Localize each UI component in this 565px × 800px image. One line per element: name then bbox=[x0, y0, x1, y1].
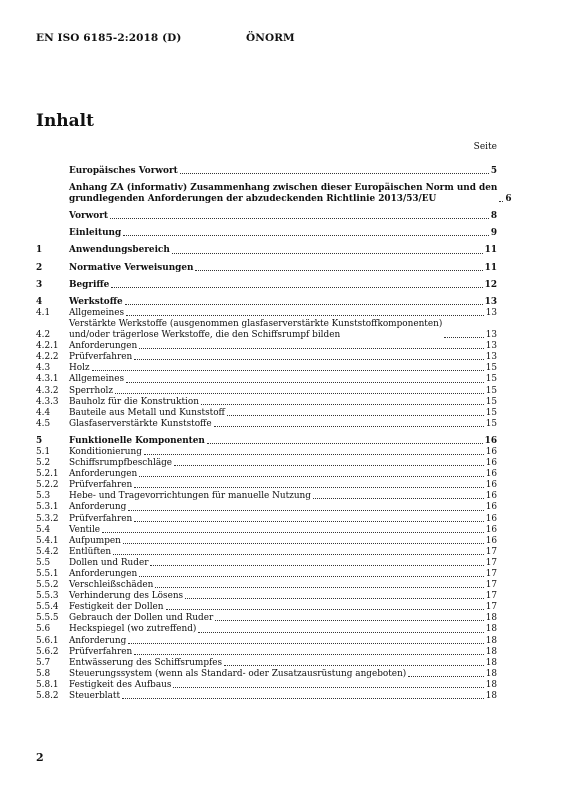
toc-entry-title: Verschleißschäden bbox=[69, 580, 154, 591]
toc-dot-leader bbox=[499, 201, 503, 202]
toc-entry-title-line2: grundlegenden Anforderungen der abzudeckenden Richtlinie 2013/53/EU bbox=[69, 194, 437, 205]
toc-entry-title: Werkstoffe bbox=[69, 296, 123, 307]
toc-entry-page: 17 bbox=[485, 591, 497, 602]
toc-dot-leader bbox=[113, 554, 484, 555]
toc-dot-leader bbox=[180, 173, 489, 174]
toc-entry-title: Verhinderung des Lösens bbox=[69, 591, 184, 602]
seite-label: Seite bbox=[473, 142, 497, 152]
toc-entry[interactable] bbox=[36, 280, 497, 291]
toc-dot-leader bbox=[185, 598, 484, 599]
toc-entry[interactable] bbox=[36, 658, 497, 669]
toc-entry[interactable] bbox=[36, 297, 497, 308]
toc-entry-title: Prüfverfahren bbox=[69, 352, 133, 363]
toc-entry-page: 15 bbox=[485, 407, 497, 418]
toc-entry-title-line1: Verstärkte Werkstoffe (ausgenommen glasfaserverstärkte Kunststoffkomponenten) bbox=[69, 318, 443, 329]
toc-entry[interactable] bbox=[36, 374, 497, 385]
toc-entry-number: 1 bbox=[36, 245, 43, 256]
toc-entry-number: 4.2.2 bbox=[36, 352, 59, 363]
toc-entry-title: Allgemeines bbox=[69, 307, 125, 318]
toc-entry[interactable] bbox=[36, 419, 497, 430]
toc-entry[interactable] bbox=[36, 569, 497, 580]
toc-entry-page: 17 bbox=[485, 557, 497, 568]
toc-entry-page: 13 bbox=[485, 341, 497, 352]
toc-entry-number: 5.5 bbox=[36, 557, 51, 568]
toc-entry-title-line1: Anhang ZA (informativ) Zusammenhang zwischen dieser Europäischen Norm und den bbox=[69, 183, 498, 194]
toc-dot-leader bbox=[224, 665, 484, 666]
toc-dot-leader bbox=[134, 654, 483, 655]
toc-entry-page: 6 bbox=[505, 194, 512, 205]
toc-dot-leader bbox=[111, 287, 482, 288]
toc-entry[interactable] bbox=[36, 166, 497, 177]
toc-entry-page: 15 bbox=[485, 418, 497, 429]
toc-entry-title: Anforderungen bbox=[69, 341, 138, 352]
toc-entry[interactable] bbox=[36, 491, 497, 502]
toc-entry-number: 4.3.1 bbox=[36, 374, 59, 385]
toc-entry[interactable] bbox=[36, 536, 497, 547]
toc-entry-title: Entwässerung des Schiffsrumpfes bbox=[69, 657, 223, 668]
toc-entry-page: 13 bbox=[485, 330, 497, 341]
toc-entry[interactable] bbox=[36, 408, 497, 419]
toc-dot-leader bbox=[139, 476, 483, 477]
toc-entry-number: 5.4.2 bbox=[36, 546, 59, 557]
toc-entry-title: Europäisches Vorwort bbox=[69, 166, 178, 176]
toc-dot-leader bbox=[201, 404, 484, 405]
toc-entry-title: Schiffsrumpfbeschläge bbox=[69, 458, 173, 469]
toc-dot-leader bbox=[125, 304, 483, 305]
toc-entry-number: 4.3.3 bbox=[36, 396, 59, 407]
toc-dot-leader bbox=[139, 576, 483, 577]
toc-entry-number: 5.2 bbox=[36, 458, 51, 469]
toc-entry-page: 13 bbox=[484, 296, 497, 307]
toc-dot-leader bbox=[198, 632, 483, 633]
toc-entry-page: 16 bbox=[485, 469, 497, 480]
toc-dot-leader bbox=[155, 587, 483, 588]
toc-dot-leader bbox=[126, 382, 484, 383]
toc-entry-page: 18 bbox=[485, 657, 497, 668]
toc-dot-leader bbox=[408, 676, 483, 677]
toc-entry[interactable] bbox=[36, 245, 497, 256]
toc-entry[interactable] bbox=[36, 363, 497, 374]
toc-dot-leader bbox=[215, 620, 483, 621]
table-of-contents bbox=[36, 166, 512, 702]
toc-entry-title: Entlüften bbox=[69, 546, 112, 557]
toc-entry-title: Festigkeit der Dollen bbox=[69, 602, 164, 613]
toc-entry[interactable] bbox=[36, 547, 497, 558]
toc-entry-page: 13 bbox=[485, 307, 497, 318]
toc-entry-title: Konditionierung bbox=[69, 446, 142, 457]
toc-dot-leader bbox=[128, 510, 483, 511]
toc-dot-leader bbox=[134, 521, 483, 522]
toc-entry-title: Anforderungen bbox=[69, 469, 138, 480]
page-title: Inhalt bbox=[36, 111, 94, 131]
toc-entry-number: 4.3.2 bbox=[36, 385, 59, 396]
toc-entry-page: 16 bbox=[485, 524, 497, 535]
toc-entry-title: Einleitung bbox=[69, 228, 122, 239]
toc-dot-leader bbox=[144, 454, 484, 455]
toc-dot-leader bbox=[128, 643, 483, 644]
toc-entry-title: Ventile bbox=[69, 524, 101, 535]
toc-dot-leader bbox=[115, 393, 484, 394]
toc-entry-number: 5.3.2 bbox=[36, 513, 59, 524]
toc-entry-page: 18 bbox=[485, 691, 497, 702]
toc-entry-title bbox=[69, 319, 442, 341]
onorm-label: ÖNORM bbox=[246, 32, 295, 44]
toc-entry-page: 16 bbox=[485, 458, 497, 469]
toc-dot-leader bbox=[227, 415, 484, 416]
toc-entry-title: Bauteile aus Metall und Kunststoff bbox=[69, 407, 225, 418]
toc-entry[interactable] bbox=[36, 613, 497, 624]
toc-entry-page: 16 bbox=[485, 502, 497, 513]
toc-dot-leader bbox=[110, 218, 489, 219]
toc-entry[interactable] bbox=[36, 447, 497, 458]
toc-entry[interactable] bbox=[36, 458, 497, 469]
toc-dot-leader bbox=[195, 270, 482, 271]
toc-entry-title: Bauholz für die Konstruktion bbox=[69, 396, 199, 407]
toc-dot-leader bbox=[102, 532, 484, 533]
toc-entry-page: 5 bbox=[490, 166, 497, 176]
toc-entry-page: 18 bbox=[485, 624, 497, 635]
toc-entry-title: Aufpumpen bbox=[69, 535, 121, 546]
toc-entry[interactable] bbox=[36, 480, 497, 491]
toc-entry-title: Steuerblatt bbox=[69, 691, 121, 702]
toc-entry-title: Allgemeines bbox=[69, 374, 125, 385]
toc-entry-page: 15 bbox=[485, 396, 497, 407]
toc-entry[interactable] bbox=[36, 680, 497, 691]
toc-dot-leader bbox=[207, 443, 483, 444]
toc-entry-title: Prüfverfahren bbox=[69, 513, 133, 524]
toc-dot-leader bbox=[92, 370, 484, 371]
toc-entry-page: 15 bbox=[485, 374, 497, 385]
toc-entry[interactable] bbox=[36, 352, 497, 363]
toc-entry-number: 5.5.4 bbox=[36, 602, 59, 613]
toc-entry[interactable] bbox=[36, 386, 497, 397]
toc-entry-number: 5.5.2 bbox=[36, 580, 59, 591]
toc-entry-title bbox=[69, 183, 497, 205]
toc-entry-number: 5.5.3 bbox=[36, 591, 59, 602]
toc-entry-page: 15 bbox=[485, 385, 497, 396]
toc-entry-number: 5.1 bbox=[36, 446, 51, 457]
toc-entry-number: 5.5.5 bbox=[36, 613, 59, 624]
toc-entry[interactable] bbox=[36, 397, 497, 408]
toc-entry-number: 5.8.1 bbox=[36, 679, 59, 690]
toc-dot-leader bbox=[172, 253, 483, 254]
toc-entry-page: 11 bbox=[484, 245, 497, 256]
toc-entry-page: 11 bbox=[484, 262, 497, 273]
toc-entry-title: Anforderungen bbox=[69, 569, 138, 579]
toc-entry-page: 13 bbox=[485, 352, 497, 363]
toc-entry-title: Dollen und Ruder bbox=[69, 557, 149, 568]
toc-entry[interactable] bbox=[36, 308, 497, 319]
toc-entry-number: 5.6.2 bbox=[36, 646, 59, 657]
toc-entry-number: 5.8.2 bbox=[36, 691, 59, 702]
toc-entry-page: 18 bbox=[485, 613, 497, 624]
toc-entry-title: Begriffe bbox=[69, 279, 110, 290]
toc-entry-number: 5.3.1 bbox=[36, 502, 59, 513]
toc-dot-leader bbox=[126, 315, 484, 316]
toc-entry-page: 16 bbox=[485, 491, 497, 502]
toc-entry-page: 15 bbox=[485, 363, 497, 374]
toc-entry-page: 18 bbox=[485, 668, 497, 679]
toc-dot-leader bbox=[122, 698, 484, 699]
toc-entry-number: 5.7 bbox=[36, 657, 51, 668]
toc-entry-number: 5.5.1 bbox=[36, 569, 59, 579]
toc-entry-number: 4.5 bbox=[36, 418, 51, 429]
toc-dot-leader bbox=[123, 543, 484, 544]
toc-entry[interactable] bbox=[36, 319, 497, 341]
toc-dot-leader bbox=[134, 359, 483, 360]
toc-dot-leader bbox=[134, 487, 483, 488]
toc-entry[interactable] bbox=[36, 636, 497, 647]
toc-entry[interactable] bbox=[36, 228, 497, 239]
toc-entry-title: Hebe- und Tragevorrichtungen für manuelle Nutzung bbox=[69, 491, 311, 502]
toc-entry-page: 8 bbox=[490, 211, 497, 222]
toc-entry[interactable] bbox=[36, 558, 497, 569]
toc-entry-title: Anforderung bbox=[69, 502, 127, 513]
toc-entry[interactable] bbox=[36, 647, 497, 658]
toc-entry-page: 16 bbox=[485, 513, 497, 524]
toc-entry[interactable] bbox=[36, 183, 512, 205]
toc-dot-leader bbox=[123, 235, 489, 236]
toc-dot-leader bbox=[166, 609, 484, 610]
toc-entry[interactable] bbox=[36, 211, 497, 222]
toc-entry-title: Holz bbox=[69, 363, 90, 374]
toc-entry-title: Glasfaserverstärkte Kunststoffe bbox=[69, 418, 212, 429]
toc-entry-number: 2 bbox=[36, 262, 43, 273]
toc-entry-number: 4.4 bbox=[36, 407, 51, 418]
toc-entry-number: 4.2 bbox=[36, 330, 51, 341]
toc-entry-title: Vorwort bbox=[69, 211, 109, 222]
toc-entry-number: 5.6 bbox=[36, 624, 51, 635]
toc-entry-title: Prüfverfahren bbox=[69, 646, 133, 657]
toc-dot-leader bbox=[214, 426, 484, 427]
toc-entry-number: 5.3 bbox=[36, 491, 51, 502]
toc-entry-title: Festigkeit des Aufbaus bbox=[69, 679, 172, 690]
toc-dot-leader bbox=[444, 337, 483, 338]
toc-entry-page: 17 bbox=[485, 580, 497, 591]
toc-entry-title: Normative Verweisungen bbox=[69, 262, 194, 273]
toc-entry-number: 5.2.1 bbox=[36, 469, 59, 480]
toc-entry-title: Funktionelle Komponenten bbox=[69, 435, 205, 446]
toc-entry-number: 5.8 bbox=[36, 668, 51, 679]
toc-entry-title: Heckspiegel (wo zutreffend) bbox=[69, 624, 197, 635]
toc-entry-page: 17 bbox=[485, 546, 497, 557]
toc-entry-number: 5.4.1 bbox=[36, 535, 59, 546]
toc-entry[interactable] bbox=[36, 514, 497, 525]
toc-entry-page: 16 bbox=[485, 446, 497, 457]
toc-entry-number: 4.1 bbox=[36, 307, 51, 318]
toc-entry-title: Prüfverfahren bbox=[69, 480, 133, 491]
toc-dot-leader bbox=[173, 687, 483, 688]
toc-entry-page: 12 bbox=[484, 279, 497, 290]
toc-entry[interactable] bbox=[36, 341, 497, 352]
toc-entry-number: 3 bbox=[36, 279, 43, 290]
toc-entry[interactable] bbox=[36, 469, 497, 480]
toc-entry-page: 18 bbox=[485, 646, 497, 657]
page-number: 2 bbox=[36, 751, 44, 764]
toc-entry-page: 18 bbox=[485, 679, 497, 690]
toc-entry-page: 9 bbox=[490, 228, 497, 239]
toc-entry-title-line2: und/oder trägerlose Werkstoffe, die den Schiffsrumpf bilden bbox=[69, 330, 341, 341]
toc-entry-page: 16 bbox=[485, 480, 497, 491]
toc-entry[interactable] bbox=[36, 525, 497, 536]
toc-entry[interactable] bbox=[36, 669, 497, 680]
toc-entry[interactable] bbox=[36, 691, 497, 702]
toc-entry-page: 17 bbox=[485, 602, 497, 613]
toc-entry-page: 18 bbox=[485, 635, 497, 646]
toc-entry-page: 16 bbox=[484, 435, 497, 446]
toc-entry-title: Anforderung bbox=[69, 635, 127, 646]
toc-dot-leader bbox=[139, 348, 483, 349]
toc-entry-title: Sperrholz bbox=[69, 385, 114, 396]
toc-entry-number: 4.3 bbox=[36, 363, 51, 374]
toc-entry[interactable] bbox=[36, 624, 497, 635]
toc-entry-title: Gebrauch der Dollen und Ruder bbox=[69, 613, 214, 624]
toc-entry-page: 17 bbox=[485, 569, 497, 579]
toc-entry-page: 16 bbox=[485, 535, 497, 546]
toc-entry[interactable] bbox=[36, 580, 497, 591]
toc-dot-leader bbox=[150, 565, 483, 566]
toc-dot-leader bbox=[313, 498, 484, 499]
toc-entry[interactable] bbox=[36, 436, 497, 447]
toc-entry-number: 5.6.1 bbox=[36, 635, 59, 646]
toc-entry-number: 4 bbox=[36, 296, 43, 307]
toc-entry-number: 5.4 bbox=[36, 524, 51, 535]
toc-entry-number: 5.2.2 bbox=[36, 480, 59, 491]
toc-entry[interactable] bbox=[36, 263, 497, 274]
document-id: EN ISO 6185-2:2018 (D) bbox=[36, 32, 182, 44]
toc-entry-title: Steuerungssystem (wenn als Standard- oder Zusatzausrüstung angeboten) bbox=[69, 668, 407, 679]
toc-entry-number: 5 bbox=[36, 435, 43, 446]
toc-entry[interactable] bbox=[36, 602, 497, 613]
toc-dot-leader bbox=[174, 465, 484, 466]
toc-entry[interactable] bbox=[36, 502, 497, 513]
toc-entry[interactable] bbox=[36, 591, 497, 602]
toc-entry-number: 4.2.1 bbox=[36, 341, 59, 352]
toc-entry-title: Anwendungsbereich bbox=[69, 245, 170, 256]
